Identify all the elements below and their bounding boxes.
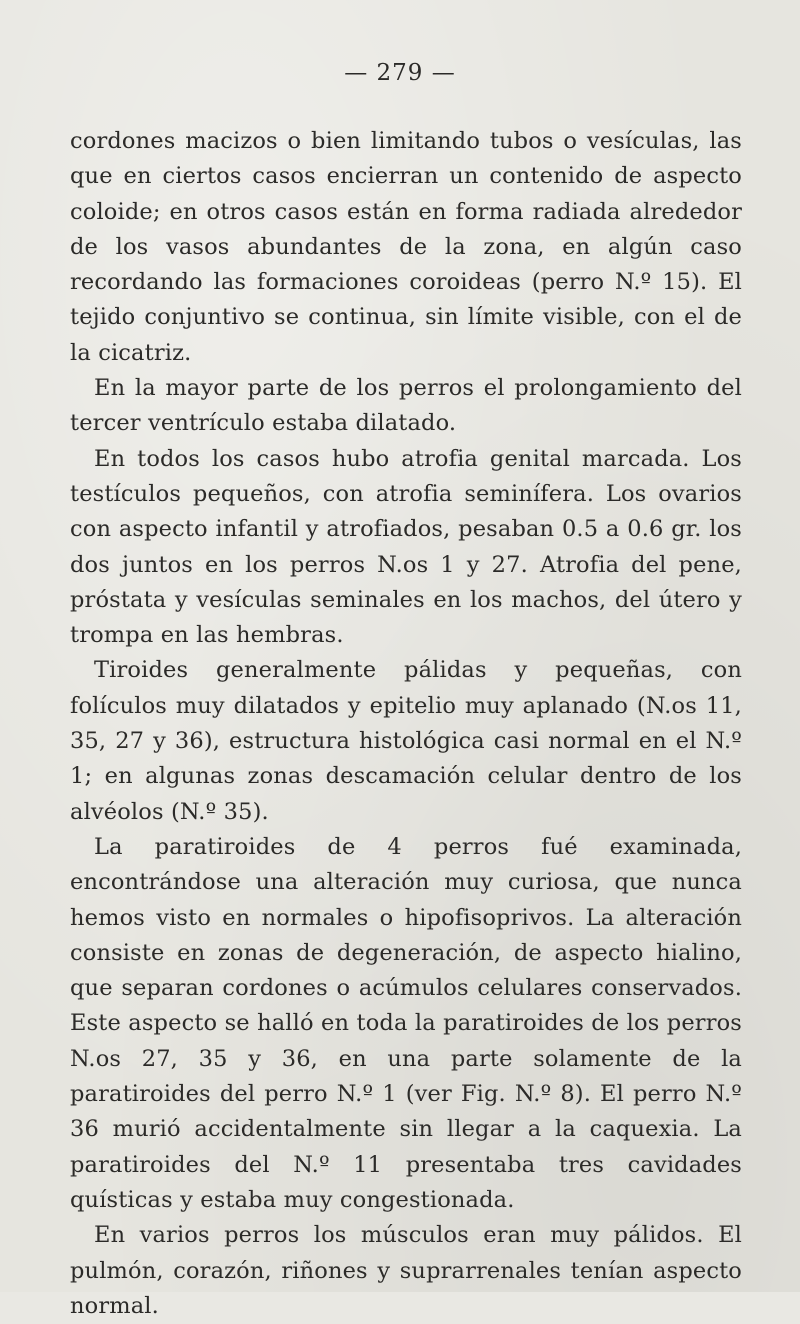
body-text xyxy=(70,124,742,1324)
page-number: — 279 — xyxy=(344,60,456,86)
paragraph-muscles: En varios perros los músculos eran muy pálidos. El pulmón, corazón, riñones y suprarrenales tenían aspecto normal. xyxy=(70,1222,742,1319)
paragraph-genital-atrophy: En todos los casos hubo atrofia genital marcada. Los testículos pequeños, con atrofia seminífera. Los ovarios con aspecto infantil y atrofiados, pesaban 0.5 a 0.6 gr. los dos juntos en los perros N.os 1 y 27. Atrofia del pene, próstata y vesículas seminales en los machos, del útero y trompa en las hembras. xyxy=(70,445,742,649)
paragraph-continuation: cordones macizos o bien limitando tubos o vesículas, las que en ciertos casos encierran un contenido de aspecto coloide; en otros casos están en forma radiada alrededor de los vasos abundantes de la zona, en algún caso recordando las formaciones coroideas (perro N.º 15). El tejido conjuntivo se continua, sin límite visible, con el de la cicatriz. xyxy=(70,128,742,366)
paragraph-parathyroid: La paratiroides de 4 perros fué examinada, encontrándose una alteración muy curiosa, que nunca hemos visto en normales o hipofisoprivos. La alteración consiste en zonas de degeneración, de aspecto hialino, que separan cordones o acúmulos celulares conservados. Este aspecto se halló en toda la paratiroides de los perros N.os 27, 35 y 36, en una parte solamente de la paratiroides del perro N.º 1 (ver Fig. N.º 8). El perro N.º 36 murió accidentalmente sin llegar a la caquexia. La paratiroides del N.º 11 presentaba tres cavidades quísticas y estaba muy congestionada. xyxy=(70,833,742,1213)
paragraph-thyroid: Tiroides generalmente pálidas y pequeñas, con folículos muy dilatados y epitelio muy aplanado (N.os 11, 35, 27 y 36), estructura histológica casi normal en el N.º 1; en algunas zonas descamación celular dentro de los alvéolos (N.º 35). xyxy=(70,657,742,825)
paragraph-third-ventricle: En la mayor parte de los perros el prolongamiento del tercer ventrículo estaba dilatado. xyxy=(70,375,742,437)
